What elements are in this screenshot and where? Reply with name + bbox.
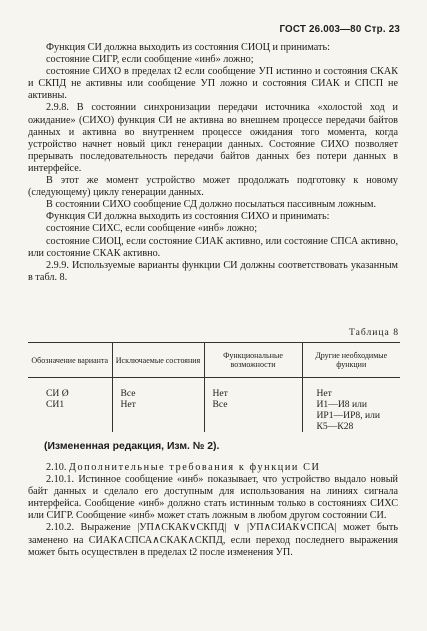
table-8 [28,342,400,432]
paragraph: 2.10.1. Истинное сообщение «инб» показывает, что устройство выдало новый байт данных и сделало его доступным для использования на линиях сигнала интерфейса. Сообщение «инб» должно стать истинным только в состояниях СИХС или СИГР. Сообщение «инб» может стать ложным в любом другом состоянии СИ. [28,474,398,522]
cell-line: СИ1 [46,399,65,410]
column-header: Другие необходимые функции [302,343,400,378]
paragraph: Функция СИ должна выходить из состояния СИХО и принимать: [46,211,330,223]
text-block-upper [28,42,398,284]
paragraph: 2.9.8. В состоянии синхронизации передачи источника «холостой ход и ожидание» (СИХО) функция СИ не активна во внешнем процессе передачи байтов данных и активна во внутреннем процессе ожидания того момента, когда устройство начнет новый цикл генерации данных. Состояние СИХО позволяет прерывать последовательность передачи байтов данных без потери данных в интерфейсе. [28,102,398,174]
cell-line: СИ Ø [46,388,69,399]
column-header: Обозначение варианта [28,343,112,378]
page-header: ГОСТ 26.003—80 Стр. 23 [279,24,400,35]
paragraph: состояние СИОЦ, если состояние СИАК активно, или состояние СПСА активно, или состояние СКАК активно. [28,235,398,259]
amendment-note: (Измененная редакция, Изм. № 2). [44,441,220,452]
paragraph: 2.9.9. Используемые варианты функции СИ должны соответствовать указанным в табл. 8. [28,259,398,283]
section-heading [28,462,398,474]
cell-line: И1—И8 или [316,399,367,410]
cell-line: Все [120,388,136,399]
table-caption: Таблица 8 [348,327,399,338]
column-header: Исключаемые состояния [112,343,204,378]
paragraph: Функция СИ должна выходить из состояния СИОЦ и принимать: [46,42,330,53]
paragraph: состояние СИГР, если сообщение «инб» ложно; [46,54,254,66]
paragraph: состояние СИХС, если сообщение «инб» ложно; [46,223,258,235]
paragraph: В состоянии СИХО сообщение СД должно посылаться пассивным ложным. [46,199,376,211]
section-number: 2.10. [46,462,67,473]
cell-line: Все [212,399,228,410]
section-title: Дополнительные требования к функции СИ [68,462,321,473]
table-cell [28,378,112,433]
cell-line: ИР1—ИР8, или [316,410,381,421]
cell-line: Нет [212,388,228,399]
table-cell [204,378,302,433]
paragraph: В этот же момент устройство может продолжать подготовку к новому (следующему) циклу генерации данных. [28,175,398,199]
cell-line: Нет [316,388,332,399]
text-block-lower [28,462,398,559]
cell-line: К5—К28 [316,421,354,432]
table-cell [112,378,204,433]
table-row [28,378,400,433]
cell-line: Нет [120,399,136,410]
paragraph: состояние СИХО в пределах t2 если сообщение УП истинно и состояния СКАК и СКПД не активны или сообщение УП ложно и состояния СИАК и СПСП не активны. [28,66,398,102]
paragraph: 2.10.2. Выражение |УП∧СКАК∨СКПД| ∨ |УП∧СИАК∨СПСА| может быть заменено на СИАК∧СПСА∧СКАК∧СКПД, если переход последнего выражения может быть осуществлен в пределах t2 после изменения УП. [28,522,398,558]
table-header-row [28,343,400,378]
table-cell [302,378,400,433]
column-header: Функциональные возможности [204,343,302,378]
